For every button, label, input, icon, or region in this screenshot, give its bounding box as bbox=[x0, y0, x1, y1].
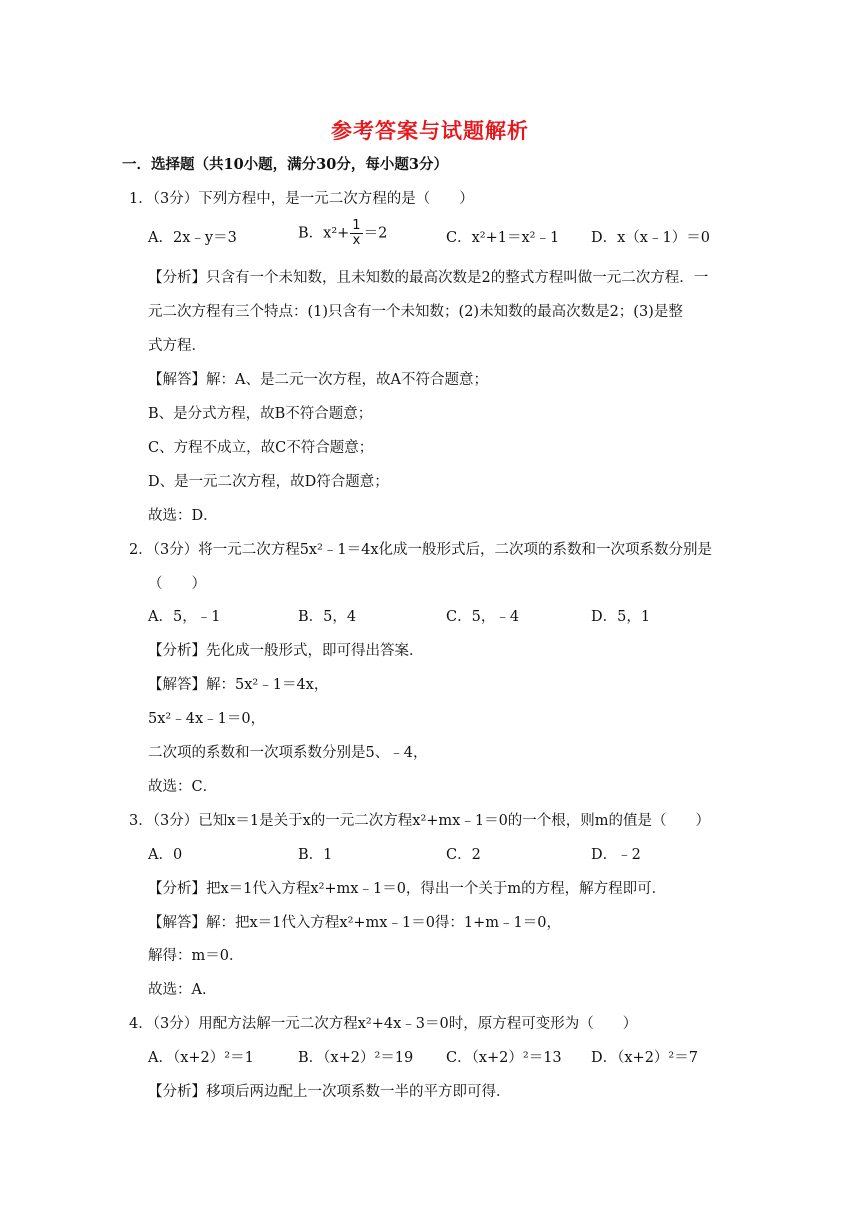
q2-option-c: C．5，﹣4 bbox=[446, 609, 520, 625]
q3-option-a: A．0 bbox=[148, 847, 183, 863]
q1-option-b-fraction bbox=[350, 219, 362, 248]
q1-option-b bbox=[298, 219, 387, 248]
q4-option-d: D．（x+2）²＝7 bbox=[591, 1050, 698, 1066]
q3-stem: 3．（3分）已知x＝1是关于x的一元二次方程x²+mx﹣1＝0的一个根，则m的值是（ ） bbox=[129, 813, 711, 829]
q4-stem: 4．（3分）用配方法解一元二次方程x²+4x﹣3＝0时，原方程可变形为（ ） bbox=[129, 1016, 638, 1032]
q3-analysis: 【分析】把x＝1代入方程x²+mx﹣1＝0，得出一个关于m的方程，解方程即可． bbox=[148, 881, 667, 897]
q4-option-c: C．（x+2）²＝13 bbox=[446, 1050, 562, 1066]
q4-option-b: B．（x+2）²＝19 bbox=[298, 1050, 414, 1066]
q1-option-b-prefix: B．x²+ bbox=[298, 225, 350, 242]
q1-analysis-line-2: 元二次方程有三个特点：(1)只含有一个未知数；(2)未知数的最高次数是2；(3)是整 bbox=[148, 304, 683, 320]
q3-option-d: D．﹣2 bbox=[591, 847, 641, 863]
q1-option-c: C．x²+1＝x²﹣1 bbox=[446, 230, 560, 246]
q1-answer-line-3: C、方程不成立，故C不符合题意； bbox=[148, 440, 374, 456]
fraction-denominator: x bbox=[352, 233, 361, 248]
page-title: 参考答案与试题解析 bbox=[331, 118, 529, 143]
q1-analysis-line-1: 【分析】只含有一个未知数，且未知数的最高次数是2的整式方程叫做一元二次方程．一 bbox=[148, 270, 709, 286]
q2-answer-line-3: 二次项的系数和一次项系数分别是5、﹣4， bbox=[148, 745, 428, 761]
q2-option-b: B．5，4 bbox=[298, 609, 357, 625]
q2-answer-line-2: 5x²﹣4x﹣1＝0， bbox=[148, 711, 266, 727]
q4-analysis: 【分析】移项后两边配上一次项系数一半的平方即可得． bbox=[148, 1084, 511, 1100]
q3-option-b: B．1 bbox=[298, 847, 333, 863]
q1-option-b-suffix: ＝2 bbox=[363, 225, 388, 242]
q2-stem-line-2: （ ） bbox=[148, 576, 206, 592]
q2-option-a: A．5，﹣1 bbox=[148, 609, 221, 625]
q4-option-a: A．（x+2）²＝1 bbox=[148, 1050, 254, 1066]
fraction-numerator: 1 bbox=[352, 218, 361, 233]
q1-stem: 1．（3分）下列方程中，是一元二次方程的是（ ） bbox=[129, 191, 474, 207]
q2-stem-line-1: 2．（3分）将一元二次方程5x²﹣1＝4x化成一般形式后，二次项的系数和一次项系数分别是 bbox=[129, 542, 713, 558]
q1-answer-line-1: 【解答】解：A、是二元一次方程，故A不符合题意； bbox=[148, 372, 488, 388]
q3-answer-line-1: 【解答】解：把x＝1代入方程x²+mx﹣1＝0得：1+m﹣1＝0， bbox=[148, 915, 561, 931]
q2-choice: 故选：C． bbox=[148, 779, 218, 795]
q1-option-a: A．2x﹣y＝3 bbox=[148, 230, 237, 246]
q1-analysis-line-3: 式方程． bbox=[148, 338, 206, 354]
q1-answer-line-4: D、是一元二次方程，故D符合题意； bbox=[148, 474, 389, 490]
q3-option-c: C．2 bbox=[446, 847, 481, 863]
q3-choice: 故选：A． bbox=[148, 982, 217, 998]
q2-analysis: 【分析】先化成一般形式，即可得出答案． bbox=[148, 643, 424, 659]
q2-option-d: D．5，1 bbox=[591, 609, 651, 625]
q1-choice: 故选：D． bbox=[148, 508, 218, 524]
q3-answer-line-2: 解得：m＝0． bbox=[148, 948, 244, 964]
q2-answer-line-1: 【解答】解：5x²﹣1＝4x， bbox=[148, 677, 329, 693]
q1-answer-line-2: B、是分式方程，故B不符合题意； bbox=[148, 406, 373, 422]
q1-option-d: D．x（x﹣1）＝0 bbox=[591, 230, 710, 246]
section-heading: 一．选择题（共10小题，满分30分，每小题3分） bbox=[122, 156, 448, 173]
